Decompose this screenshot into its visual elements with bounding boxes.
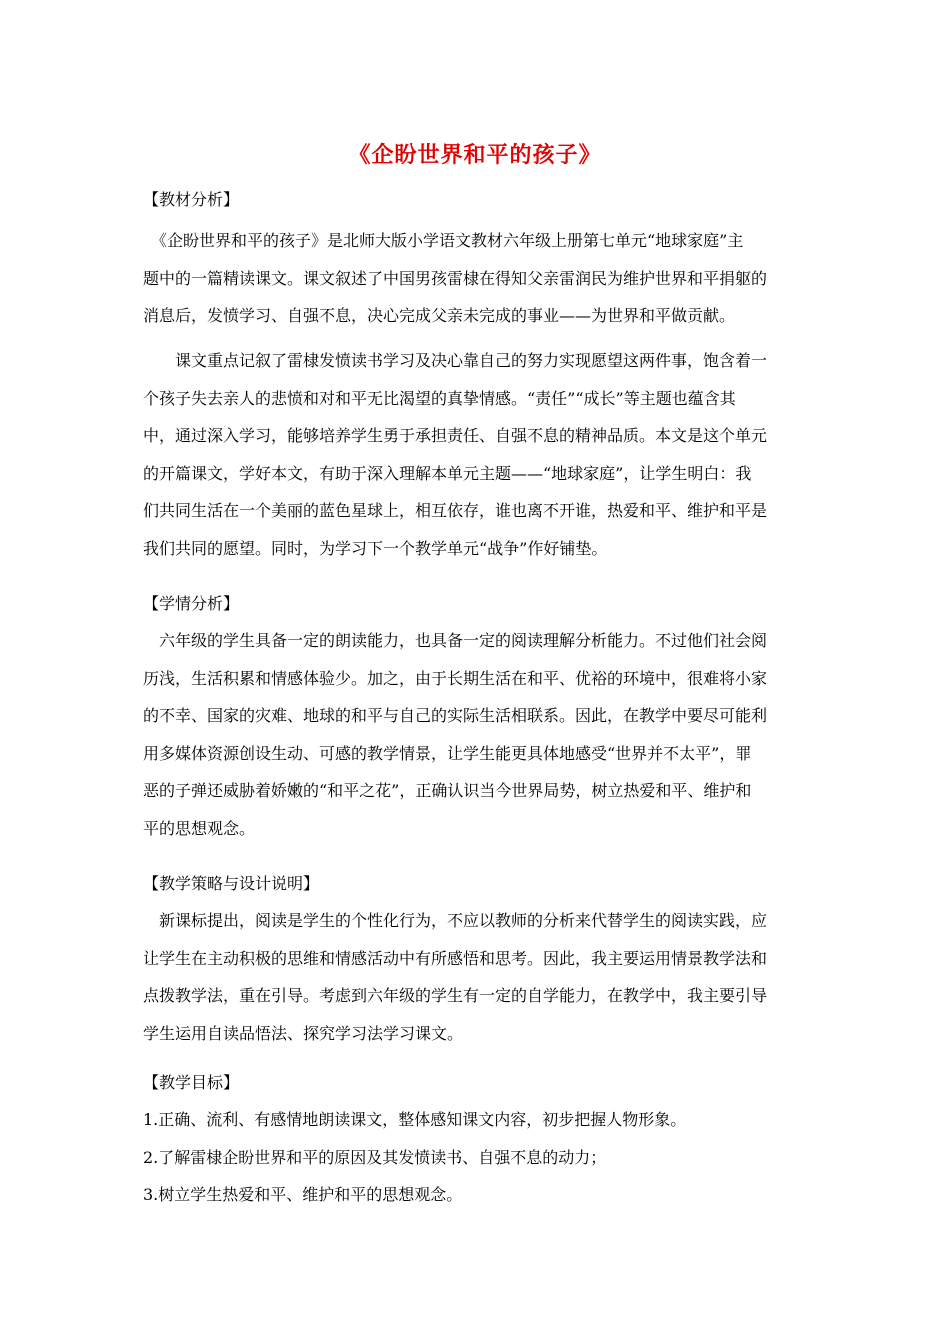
paragraph-line: 中，通过深入学习，能够培养学生勇于承担责任、自强不息的精神品质。本文是这个单元: [143, 426, 768, 445]
paragraph-teaching-strategy: [143, 902, 808, 1052]
heading-student-analysis: 【学情分析】: [143, 594, 240, 613]
paragraph-line: 个孩子失去亲人的悲愤和对和平无比渴望的真挚情感。“责任”“成长”等主题也蕴含其: [143, 388, 736, 408]
paragraph-line: 学生运用自读品悟法、探究学习法学习课文。: [143, 1023, 464, 1043]
paragraph-line: 六年级的学生具备一定的朗读能力，也具备一定的阅读理解分析能力。不过他们社会阅: [143, 631, 768, 650]
heading-material-analysis: 【教材分析】: [143, 190, 240, 209]
paragraph-line: 我们共同的愿望。同时，为学习下一个教学单元“战争”作好铺垫。: [143, 538, 608, 558]
paragraph-line: 让学生在主动积极的思维和情感活动中有所感悟和思考。因此，我主要运用情景教学法和: [143, 948, 768, 968]
heading-teaching-objectives: 【教学目标】: [143, 1073, 240, 1092]
paragraph-line: 恶的子弹还威胁着娇嫩的“和平之花”，正确认识当今世界局势，树立热爱和平、维护和: [143, 781, 752, 800]
paragraph-line: 消息后，发愤学习、自强不息，决心完成父亲未完成的事业——为世界和平做贡献。: [143, 306, 736, 325]
paragraph-line: 新课标提出，阅读是学生的个性化行为，不应以教师的分析来代替学生的阅读实践，应: [143, 911, 768, 930]
paragraph-line: 题中的一篇精读课文。课文叙述了中国男孩雷棣在得知父亲雷润民为维护世界和平捐躯的: [143, 268, 768, 288]
paragraph-line: 们共同生活在一个美丽的蓝色星球上，相互依存，谁也离不开谁，热爱和平、维护和平是: [143, 501, 768, 520]
objective-item-2: 2.了解雷棣企盼世界和平的原因及其发愤读书、自强不息的动力；: [143, 1148, 607, 1167]
objective-item-1: 1.正确、流利、有感情地朗读课文，整体感知课文内容，初步把握人物形象。: [143, 1110, 687, 1129]
paragraph-line: 点拨教学法，重在引导。考虑到六年级的学生有一定的自学能力，在教学中，我主要引导: [143, 986, 768, 1005]
paragraph-student-analysis: [143, 622, 808, 847]
paragraph-line: 用多媒体资源创设生动、可感的教学情景，让学生能更具体地感受“世界并不太平”，罪: [143, 743, 752, 763]
heading-teaching-strategy: 【教学策略与设计说明】: [143, 874, 320, 893]
paragraph-line: 的开篇课文，学好本文，有助于深入理解本单元主题——“地球家庭”，让学生明白：我: [143, 463, 752, 483]
objective-item-3: 3.树立学生热爱和平、维护和平的思想观念。: [143, 1185, 463, 1204]
paragraph-line: 的不幸、国家的灾难、地球的和平与自己的实际生活相联系。因此，在教学中要尽可能利: [143, 706, 768, 725]
document-title: 《企盼世界和平的孩子》: [348, 142, 602, 168]
paragraph-material-analysis-1: [143, 222, 808, 335]
paragraph-line: 历浅，生活积累和情感体验少。加之，由于长期生活在和平、优裕的环境中，很难将小家: [143, 668, 768, 688]
paragraph-material-analysis-2: [143, 342, 808, 567]
paragraph-line: 平的思想观念。: [143, 818, 256, 838]
paragraph-line: 《企盼世界和平的孩子》是北师大版小学语文教材六年级上册第七单元“地球家庭”主: [143, 231, 744, 250]
paragraph-line: 课文重点记叙了雷棣发愤读书学习及决心靠自己的努力实现愿望这两件事，饱含着一: [143, 351, 768, 370]
